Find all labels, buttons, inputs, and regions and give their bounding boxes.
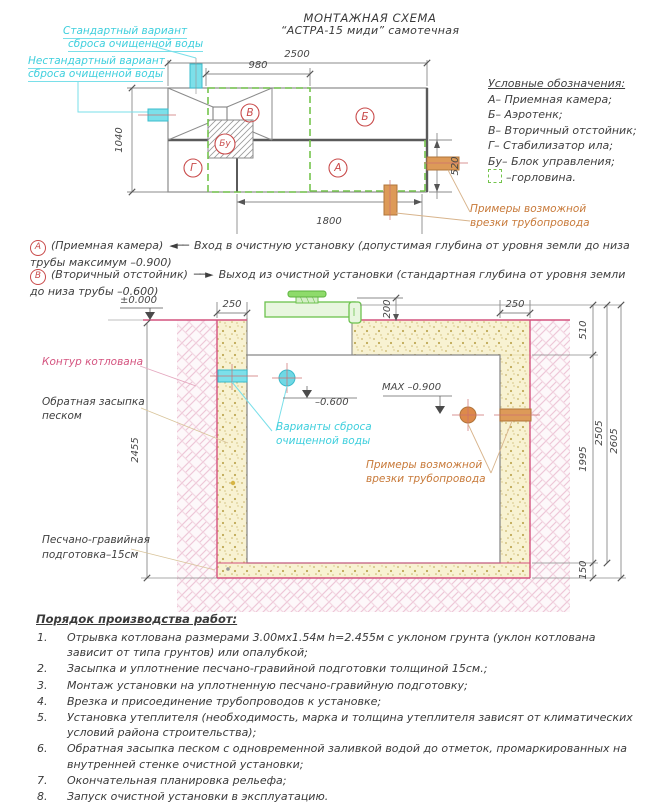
drawing-subtitle: “АСТРА-15 миди” самотечная bbox=[280, 24, 460, 37]
chamber-letter-reception: А bbox=[334, 162, 342, 174]
legend-item-neck: –горловина. bbox=[488, 169, 637, 186]
work-order-item: 1. Отрывка котлована размерами 3.00мх1.54м h=2.455м с уклоном грунта (уклон котлована зависит от типа грунтов) или опалубкой; bbox=[37, 631, 596, 660]
chamber-letter-aerotank: Б bbox=[361, 111, 369, 123]
chamber-letter-control: Бу bbox=[219, 139, 231, 149]
dim-cover: 200 bbox=[382, 299, 393, 319]
legend-item: Г– Стабилизатор ила; bbox=[488, 139, 613, 152]
chamber-letter-stabilizer: Г bbox=[190, 162, 196, 174]
annotation-inlet: А (Приемная камера) ◄── Вход в очистную установку (допустимая глубина от уровня земли до низа трубы максимум –0.900) bbox=[30, 239, 630, 269]
work-order-item: 4. Врезка и присоединение трубопроводов к установке; bbox=[37, 694, 382, 708]
legend-item: А– Приемная камера; bbox=[488, 92, 612, 106]
chamber-letter-clarifier: В bbox=[246, 107, 254, 119]
work-order-item: 5. Установка утеплителя (необходимость, марка и толщина утеплителя зависят от климатических условий района строительства); bbox=[37, 711, 633, 740]
dim-bedding: 150 bbox=[578, 560, 589, 580]
inlet-arrow-icon: ◄── bbox=[169, 239, 188, 252]
section-view bbox=[108, 291, 626, 612]
dim-unit-height: 2505 bbox=[594, 420, 605, 446]
symbols-legend-title: Условные обозначения: bbox=[488, 77, 626, 90]
dim-total-height: 2605 bbox=[609, 428, 620, 454]
ground-level-mark bbox=[120, 308, 163, 320]
nonstandard-discharge-label: Нестандартный вариант bbox=[28, 55, 165, 67]
outlet-arrow-icon: ──► bbox=[193, 268, 213, 281]
nonstandard-discharge-label-2: сброса очищенной воды bbox=[28, 68, 164, 80]
standard-discharge-label-2: сброса очищенной воды bbox=[68, 38, 204, 50]
work-order-item: 7. Окончательная планировка рельефа; bbox=[37, 773, 287, 787]
outlet-level-text: –0.600 bbox=[315, 397, 349, 408]
legend-item: Бу– Блок управления; bbox=[488, 154, 615, 168]
work-order bbox=[30, 612, 638, 805]
dim-plan-outlet-offset: 520 bbox=[450, 156, 461, 176]
discharge-options-label: Варианты сброса bbox=[276, 421, 372, 433]
dim-left-wall: 250 bbox=[222, 299, 242, 310]
dim-right-wall: 250 bbox=[505, 299, 525, 310]
work-order-item: 2. Засыпка и уплотнение песчано-гравийной подготовки толщиной 15см.; bbox=[37, 662, 488, 676]
bedding-label: Песчано-гравийная bbox=[42, 534, 150, 546]
bedding-label-2: подготовка–15см bbox=[42, 549, 139, 561]
dim-plan-height: 1040 bbox=[114, 127, 125, 153]
inlet-max-level-text: MAX –0.900 bbox=[382, 382, 442, 393]
dim-pit-depth: 2455 bbox=[130, 437, 141, 463]
work-order-item: 6. Обратная засыпка песком с одновременной заливкой водой до отметок, промаркированных на внутренней стенке очистной установки; bbox=[37, 742, 627, 771]
dim-plan-bottom: 1800 bbox=[316, 216, 342, 227]
work-order-item: 8. Запуск очистной установки в эксплуатацию. bbox=[37, 790, 329, 804]
neck-symbol-icon bbox=[488, 169, 502, 183]
work-order-item: 3. Монтаж установки на уплотненную песчано-гравийную подготовку; bbox=[37, 678, 468, 692]
dim-plan-neck: 980 bbox=[248, 60, 268, 71]
dim-plan-width: 2500 bbox=[284, 49, 310, 60]
section-tap-label: Примеры возможной bbox=[366, 459, 483, 471]
annotation-letter-v: В bbox=[30, 269, 46, 285]
legend-item: В– Вторичный отстойник; bbox=[488, 123, 637, 137]
annotation-outlet: В (Вторичный отстойник) ──► Выход из очистной установки (стандартная глубина от уровня земли до низа трубы –0.600) bbox=[30, 268, 626, 298]
plan-tap-label-2: врезки трубопровода bbox=[470, 217, 590, 229]
section-tap-label-2: врезки трубопровода bbox=[366, 473, 486, 485]
standard-discharge-label: Стандартный вариант bbox=[63, 25, 188, 37]
backfill-label: Обратная засыпка bbox=[42, 396, 145, 408]
symbols-legend bbox=[488, 76, 637, 186]
dim-tank-height: 1995 bbox=[578, 446, 589, 472]
work-order-title: Порядок производства работ: bbox=[36, 612, 238, 626]
pit-contour-label: Контур котлована bbox=[42, 356, 144, 368]
plan-tap-label: Примеры возможной bbox=[470, 203, 587, 215]
ground-level-text: ±0.000 bbox=[120, 295, 158, 306]
discharge-options-label-2: очищенной воды bbox=[276, 435, 371, 447]
backfill-label-2: песком bbox=[42, 410, 82, 422]
drawing-title: МОНТАЖНАЯ СХЕМА bbox=[303, 11, 437, 25]
annotation-letter-a: А bbox=[30, 240, 46, 256]
legend-item: Б– Аэротенк; bbox=[488, 108, 563, 121]
dim-neck-height: 510 bbox=[578, 320, 589, 340]
